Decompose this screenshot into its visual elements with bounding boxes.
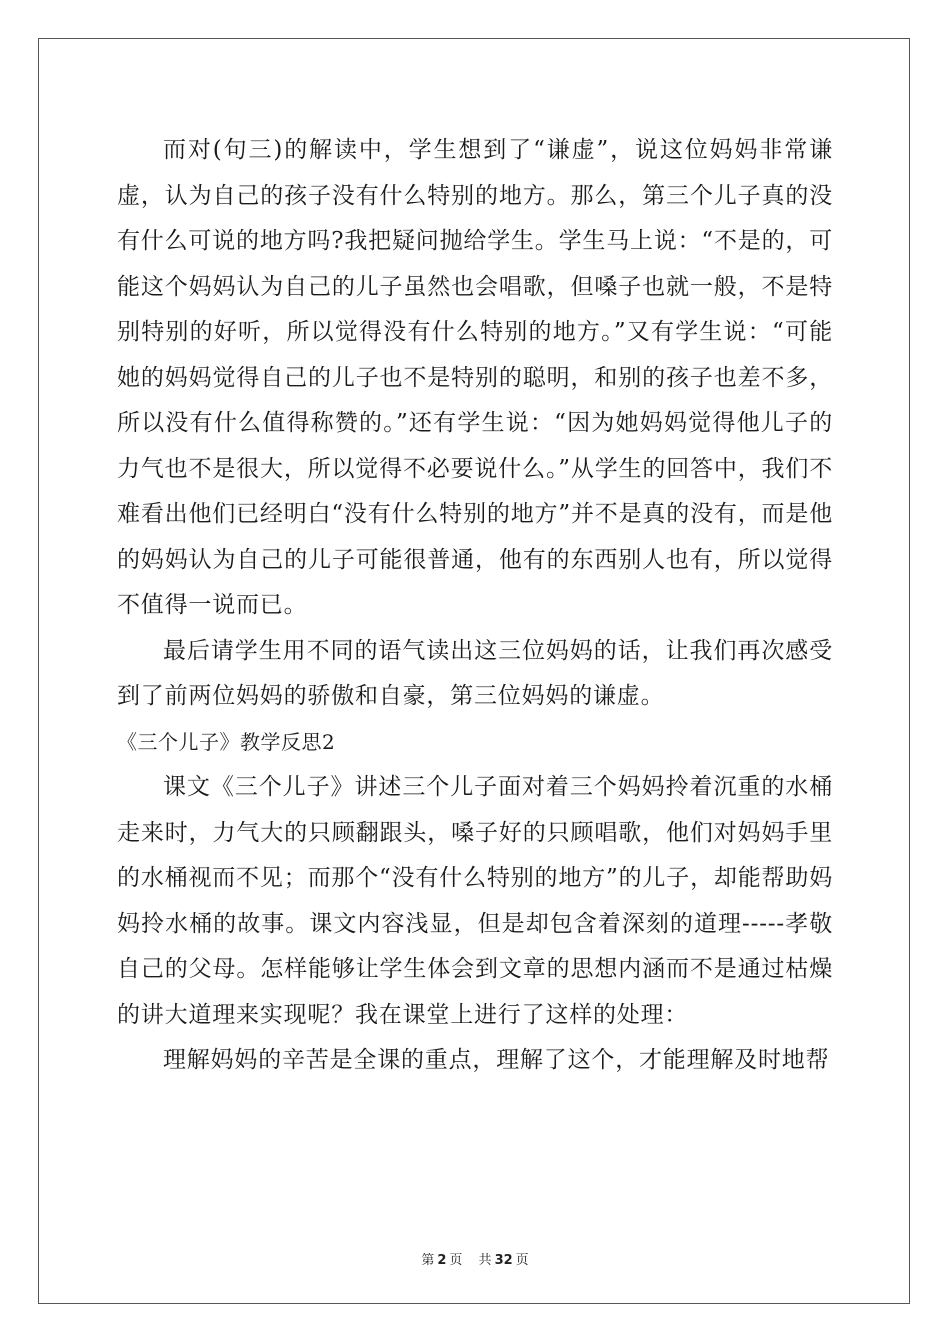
total-suffix: 页 — [515, 1253, 529, 1268]
paragraph-3: 课文《三个儿子》讲述三个儿子面对着三个妈妈拎着沉重的水桶走来时，力气大的只顾翻跟头，嗓子好的只顾唱歌，他们对妈妈手里的水桶视而不见；而那个“没有什么特别的地方”的儿子，却能帮助妈妈拎水桶的故事。课文内容浅显，但是却包含着深刻的道理-----孝敬自己的父母。怎样能够让学生体会到文章的思想内涵而不是通过枯燥的讲大道理来实现呢？我在课堂上进行了这样的处理： — [117, 774, 833, 1028]
total-prefix: 共 — [478, 1253, 492, 1268]
page-total — [476, 1253, 532, 1268]
paragraph-2: 最后请学生用不同的语气读出这三位妈妈的话，让我们再次感受到了前两位妈妈的骄傲和自豪，第三位妈妈的谦虚。 — [117, 637, 833, 709]
page-suffix: 页 — [449, 1253, 463, 1268]
paragraph-4: 理解妈妈的辛苦是全课的重点，理解了这个，才能理解及时地帮 — [163, 1047, 830, 1073]
page-footer — [0, 1249, 950, 1268]
total-pages: 32 — [494, 1253, 513, 1268]
document-body — [117, 128, 833, 1084]
paragraph-1: 而对(句三)的解读中，学生想到了“谦虚”，说这位妈妈非常谦虚，认为自己的孩子没有什么特别的地方。那么，第三个儿子真的没有什么可说的地方吗?我把疑问抛给学生。学生马上说：“不是的，可能这个妈妈认为自己的儿子虽然也会唱歌，但嗓子也就一般，不是特别特别的好听，所以觉得没有什么特别的地方。”又有学生说：“可能她的妈妈觉得自己的儿子也不是特别的聪明，和别的孩子也差不多，所以没有什么值得称赞的。”还有学生说：“因为她妈妈觉得他儿子的力气也不是很大，所以觉得不必要说什么。”从学生的回答中，我们不难看出他们已经明白“没有什么特别的地方”并不是真的没有，而是他的妈妈认为自己的儿子可能很普通，他有的东西别人也有，所以觉得不值得一说而已。 — [117, 137, 833, 618]
page-number — [418, 1253, 465, 1268]
section-title: 《三个儿子》教学反思2 — [117, 729, 336, 754]
current-page: 2 — [437, 1253, 447, 1268]
page-prefix: 第 — [421, 1253, 435, 1268]
